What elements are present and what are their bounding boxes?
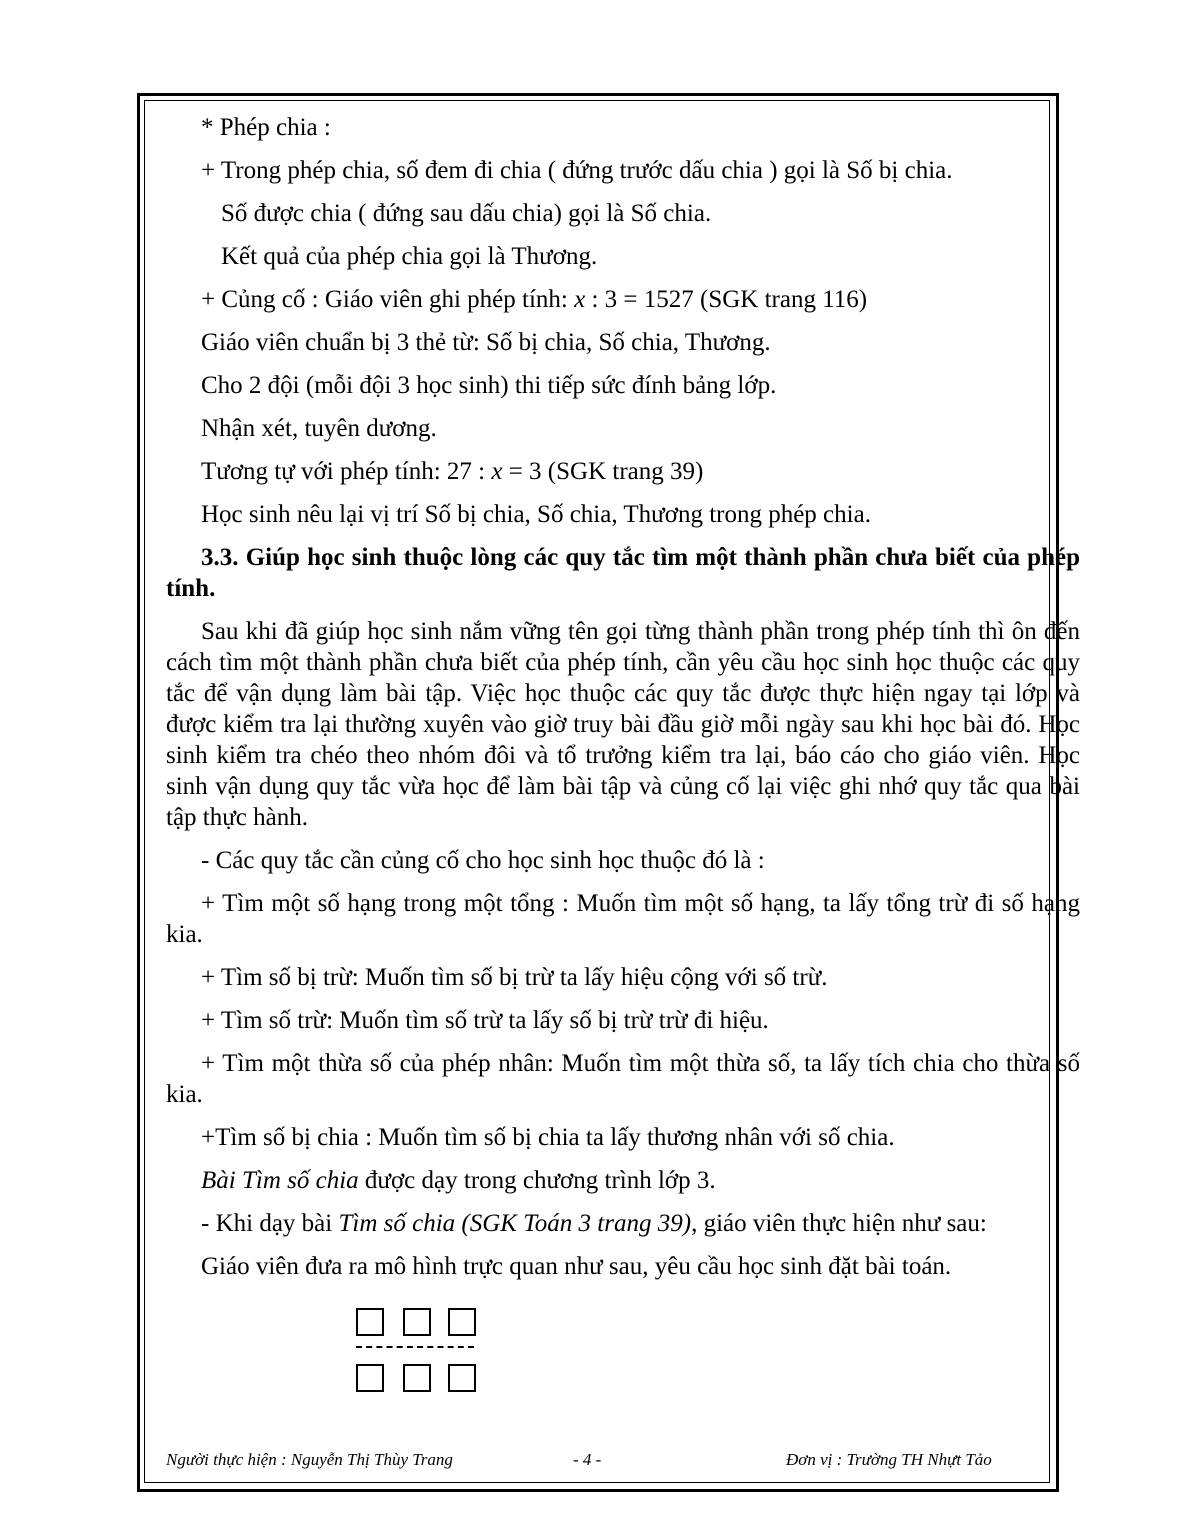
square-box: [356, 1308, 384, 1336]
square-box: [403, 1308, 431, 1336]
rule-item: + Tìm một số hạng trong một tổng : Muốn tìm một số hạng, ta lấy tổng trừ đi số hạng kia.: [166, 890, 1080, 948]
text-line: Cho 2 đội (mỗi đội 3 học sinh) thi tiếp sức đính bảng lớp.: [201, 372, 777, 399]
text-line: Giáo viên chuẩn bị 3 thẻ từ: Số bị chia, Số chia, Thương.: [201, 329, 771, 356]
text-line: Nhận xét, tuyên dương.: [201, 415, 437, 442]
text-line: + Củng cố : Giáo viên ghi phép tính: x : 3 = 1527 (SGK trang 116): [201, 286, 868, 313]
text-line: Giáo viên đưa ra mô hình trực quan như sau, yêu cầu học sinh đặt bài toán.: [201, 1253, 952, 1280]
document-body: [166, 108, 1080, 1282]
footer-unit: Đơn vị : Trường TH Nhựt Tảo: [786, 1450, 992, 1469]
footer-author: Người thực hiện : Nguyễn Thị Thùy Trang: [166, 1450, 453, 1469]
section-heading: 3.3. Giúp học sinh thuộc lòng các quy tắc tìm một thành phần chưa biết của phép tính.: [166, 544, 1080, 602]
square-box: [356, 1364, 384, 1392]
rule-item: + Tìm số bị trừ: Muốn tìm số bị trừ ta lấy hiệu cộng với số trừ.: [201, 964, 828, 991]
text-line: Số được chia ( đứng sau dấu chia) gọi là Số chia.: [221, 200, 712, 227]
dashed-divider: [356, 1346, 474, 1348]
rule-item: +Tìm số bị chia : Muốn tìm số bị chia ta lấy thương nhân với số chia.: [201, 1124, 895, 1151]
square-box: [448, 1308, 476, 1336]
text-line: Tương tự với phép tính: 27 : x = 3 (SGK trang 39): [201, 458, 704, 485]
footer-page-number: - 4 -: [573, 1450, 602, 1469]
square-box: [448, 1364, 476, 1392]
text-line: + Trong phép chia, số đem đi chia ( đứng trước dấu chia ) gọi là Số bị chia.: [201, 157, 953, 184]
square-box: [403, 1364, 431, 1392]
text-line: Học sinh nêu lại vị trí Số bị chia, Số chia, Thương trong phép chia.: [201, 501, 871, 528]
rule-item: + Tìm số trừ: Muốn tìm số trừ ta lấy số bị trừ trừ đi hiệu.: [201, 1007, 769, 1034]
text-line: - Khi dạy bài Tìm số chia (SGK Toán 3 trang 39), giáo viên thực hiện như sau:: [201, 1210, 987, 1237]
text-line: Bài Tìm số chia được dạy trong chương trình lớp 3.: [201, 1167, 716, 1194]
paragraph: Sau khi đã giúp học sinh nắm vững tên gọi từng thành phần trong phép tính thì ôn đến cách tìm một thành phần chưa biết của phép tính, cần yêu cầu học sinh học thuộc các quy tắc để vận dụng làm bài tập. Việc học thuộc các quy tắc được thực hiện ngay tại lớp và được kiểm tra lại thường xuyên vào giờ truy bài đầu giờ mỗi ngày sau khi học bài đó. Học sinh kiểm tra chéo theo nhóm đôi và tổ trưởng kiểm tra lại, báo cáo cho giáo viên. Học sinh vận dụng quy tắc vừa học để làm bài tập và củng cố lại việc ghi nhớ quy tắc qua bài tập thực hành.: [166, 618, 1080, 831]
text-line: Kết quả của phép chia gọi là Thương.: [221, 243, 598, 270]
rule-item: + Tìm một thừa số của phép nhân: Muốn tìm một thừa số, ta lấy tích chia cho thừa số kia.: [166, 1050, 1080, 1108]
rules-intro: - Các quy tắc cần củng cố cho học sinh học thuộc đó là :: [201, 847, 765, 874]
section-label: * Phép chia :: [201, 114, 331, 141]
